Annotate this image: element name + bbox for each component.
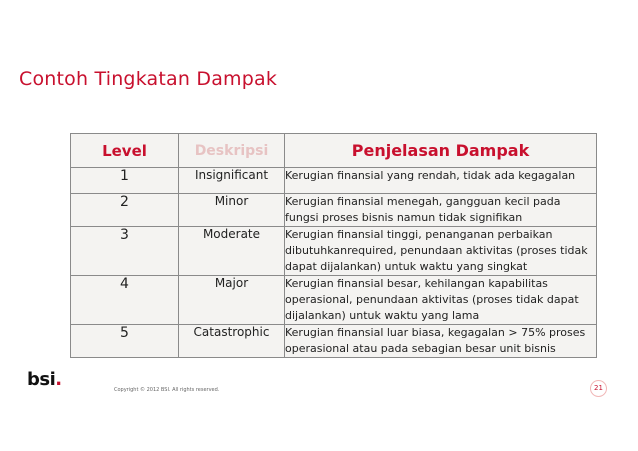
header-deskripsi: Deskripsi <box>179 134 285 168</box>
penjelasan-cell: Kerugian finansial luar biasa, kegagalan > 75% proses operasional atau pada sebagian besar unit bisnis <box>285 325 597 358</box>
deskripsi-cell: Moderate <box>179 227 285 276</box>
table-row <box>71 194 597 227</box>
table-row <box>71 168 597 194</box>
page-number-badge: 21 <box>590 380 607 397</box>
level-cell: 2 <box>71 194 179 227</box>
copyright-text: Copyright © 2012 BSI. All rights reserved. <box>114 387 220 393</box>
deskripsi-cell: Insignificant <box>179 168 285 194</box>
table-row <box>71 276 597 325</box>
deskripsi-cell: Major <box>179 276 285 325</box>
penjelasan-cell: Kerugian finansial tinggi, penanganan perbaikan dibutuhkanrequired, penundaan aktivitas (proses tidak dapat dijalankan) untuk waktu yang singkat <box>285 227 597 276</box>
header-penjelasan-dampak: Penjelasan Dampak <box>285 134 597 168</box>
bsi-logo <box>27 369 62 390</box>
level-cell: 1 <box>71 168 179 194</box>
table-row <box>71 325 597 358</box>
deskripsi-cell: Catastrophic <box>179 325 285 358</box>
logo-text: bsi <box>27 369 56 390</box>
logo-dot: . <box>55 369 62 390</box>
penjelasan-cell: Kerugian finansial yang rendah, tidak ada kegagalan <box>285 168 597 194</box>
penjelasan-cell: Kerugian finansial menegah, gangguan kecil pada fungsi proses bisnis namun tidak signifikan <box>285 194 597 227</box>
level-cell: 4 <box>71 276 179 325</box>
slide-title: Contoh Tingkatan Dampak <box>19 68 278 90</box>
deskripsi-cell: Minor <box>179 194 285 227</box>
level-cell: 5 <box>71 325 179 358</box>
penjelasan-cell: Kerugian finansial besar, kehilangan kapabilitas operasional, penundaan aktivitas (proses tidak dapat dijalankan) untuk waktu yang lama <box>285 276 597 325</box>
table-row <box>71 227 597 276</box>
table-header-row <box>71 134 597 168</box>
impact-level-table <box>70 133 597 358</box>
header-level: Level <box>71 134 179 168</box>
level-cell: 3 <box>71 227 179 276</box>
